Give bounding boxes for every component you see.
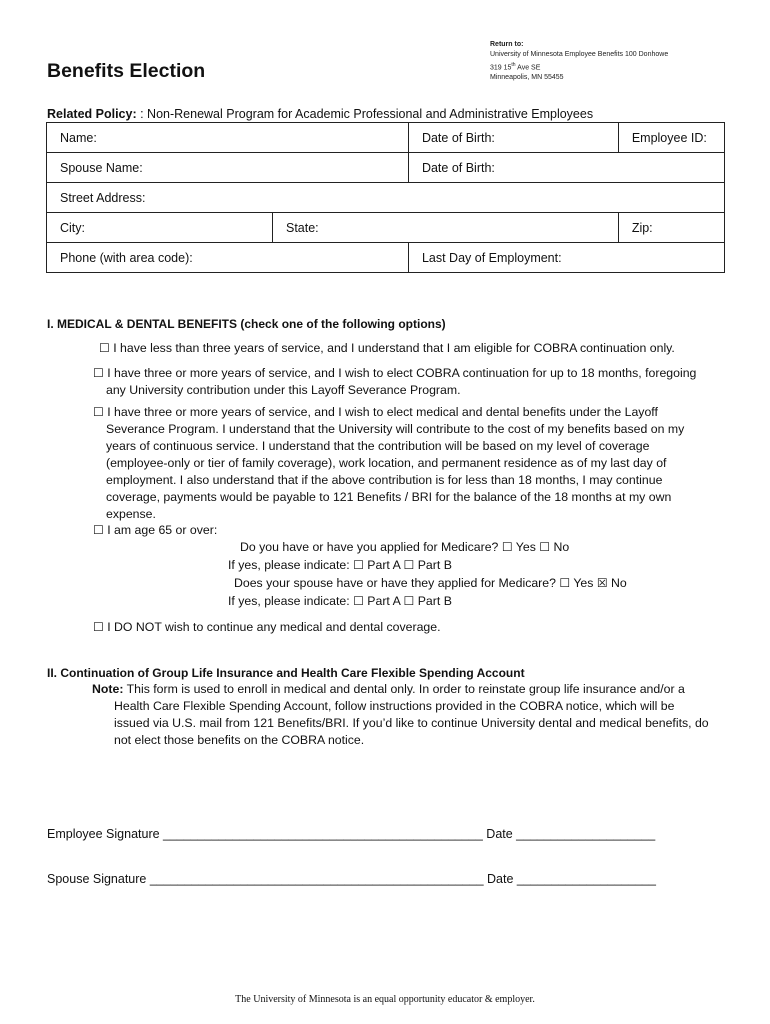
checkbox[interactable]: ☐	[403, 558, 415, 572]
name-field[interactable]: Name:	[47, 123, 409, 153]
return-line-1: University of Minnesota Employee Benefits 100 Donhowe	[490, 51, 669, 58]
option-5-text: I DO NOT wish to continue any medical and dental coverage.	[107, 620, 441, 634]
no-label: No	[611, 576, 627, 590]
option-3-line-6: coverage, payments would be payable to 121 Benefits / BRI for the balance of the 18 months at my own	[106, 490, 672, 504]
checkbox[interactable]: ☐	[539, 540, 551, 554]
option-layoff-severance	[93, 404, 723, 523]
checkbox[interactable]: ☐	[353, 594, 364, 608]
spouse-medicare-question-text: Does your spouse have or have they applied for Medicare?	[234, 576, 556, 590]
checkbox[interactable]: ☐	[93, 620, 104, 634]
page-title: Benefits Election	[47, 60, 206, 82]
zip-field[interactable]: Zip:	[618, 213, 724, 243]
medicare-question	[240, 539, 569, 556]
phone-field[interactable]: Phone (with area code):	[47, 243, 409, 273]
part-a-label: Part A	[367, 594, 401, 608]
street-address-field[interactable]: Street Address:	[47, 183, 725, 213]
option-2-line-2: any University contribution under this Layoff Severance Program.	[106, 383, 461, 397]
part-b-label: Part B	[417, 558, 452, 572]
checkbox[interactable]: ☐	[93, 523, 104, 537]
checkbox[interactable]: ☐	[353, 558, 364, 572]
option-3-line-1: I have three or more years of service, and I wish to elect medical and dental benefits under the Layoff	[107, 405, 658, 419]
option-decline	[93, 619, 441, 636]
related-policy	[47, 107, 593, 121]
employee-id-field[interactable]: Employee ID:	[618, 123, 724, 153]
note-label: Note:	[92, 682, 124, 696]
policy-text: : Non-Renewal Program for Academic Professional and Administrative Employees	[136, 107, 594, 121]
policy-label: Related Policy:	[47, 107, 137, 121]
employee-info-table	[46, 122, 725, 273]
checkbox-checked[interactable]: ☒	[596, 576, 608, 590]
option-cobra	[93, 365, 723, 399]
option-3-line-3: years of continuous service. I understand that the contribution will be based on my level of coverage	[106, 439, 650, 453]
return-label: Return to:	[490, 41, 524, 48]
option-3-line-5: employment. I also understand that if the above contribution is for less than 18 months, I may continue	[106, 473, 663, 487]
spouse-name-field[interactable]: Spouse Name:	[47, 153, 409, 183]
medicare-question-text: Do you have or have you applied for Medicare?	[240, 540, 499, 554]
checkbox[interactable]: ☐	[93, 405, 104, 419]
note-line-1: This form is used to enroll in medical and dental only. In order to reinstate group life insurance and/or a	[123, 682, 685, 696]
checkbox[interactable]: ☐	[559, 576, 571, 590]
no-label: No	[553, 540, 570, 554]
footer-text: The University of Minnesota is an equal opportunity educator & employer.	[235, 994, 535, 1005]
return-line-2-rest: Ave SE	[515, 64, 541, 72]
option-age-65	[93, 522, 217, 539]
section-1-heading: I. MEDICAL & DENTAL BENEFITS (check one of the following options)	[47, 317, 446, 331]
section-2-heading: II. Continuation of Group Life Insurance and Health Care Flexible Spending Account	[47, 666, 525, 680]
option-3-line-4: (employee-only or tier of family coverage), work location, and permanent residence as of my last day of	[106, 456, 667, 470]
part-a-label: Part A	[367, 558, 401, 572]
dob-field[interactable]: Date of Birth:	[408, 123, 618, 153]
return-line-3: Minneapolis, MN 55455	[490, 74, 564, 82]
return-address	[490, 40, 668, 83]
checkbox[interactable]: ☐	[93, 366, 104, 380]
note-line-2: Health Care Flexible Spending Account, follow instructions provided in the COBRA notice, which will be	[114, 699, 675, 713]
option-1-text: I have less than three years of service, and I understand that I am eligible for COBRA continuation only.	[113, 341, 675, 355]
yes-label: Yes	[573, 576, 594, 590]
option-4-text: I am age 65 or over:	[107, 523, 218, 537]
state-field[interactable]: State:	[273, 213, 619, 243]
checkbox[interactable]: ☐	[99, 341, 110, 355]
note-line-4: not elect those benefits on the COBRA notice.	[114, 733, 365, 747]
spouse-dob-field[interactable]: Date of Birth:	[408, 153, 724, 183]
return-line-2-sup: th	[511, 62, 516, 68]
option-3-line-7: expense.	[106, 507, 156, 521]
part-b-label: Part B	[417, 594, 452, 608]
if-yes-text: If yes, please indicate:	[228, 558, 350, 572]
return-line-2	[490, 60, 668, 73]
spouse-medicare-question	[234, 575, 627, 592]
if-yes-text: If yes, please indicate:	[228, 594, 350, 608]
option-3-line-2: Severance Program. I understand that the University will contribute to the cost of my benefits based on my	[106, 422, 685, 436]
city-field[interactable]: City:	[47, 213, 273, 243]
return-line-2-num: 319 15	[490, 64, 512, 72]
note-line-3: issued via U.S. mail from 121 Benefits/BRI. If you’d like to continue University dental and medical benefits, do	[114, 716, 709, 730]
checkbox[interactable]: ☐	[403, 594, 415, 608]
section-2-note	[92, 681, 732, 749]
yes-label: Yes	[515, 540, 536, 554]
employee-signature-line[interactable]: Employee Signature ______________________________________________ Date ____________________	[47, 827, 656, 841]
option-less-than-three	[99, 340, 675, 357]
option-2-line-1: I have three or more years of service, and I wish to elect COBRA continuation for up to 18 months, foregoing	[107, 366, 697, 380]
spouse-signature-line[interactable]: Spouse Signature ________________________________________________ Date ____________________	[47, 872, 656, 886]
spouse-medicare-parts	[228, 593, 452, 610]
checkbox[interactable]: ☐	[501, 540, 513, 554]
medicare-parts	[228, 557, 452, 574]
last-day-field[interactable]: Last Day of Employment:	[408, 243, 724, 273]
